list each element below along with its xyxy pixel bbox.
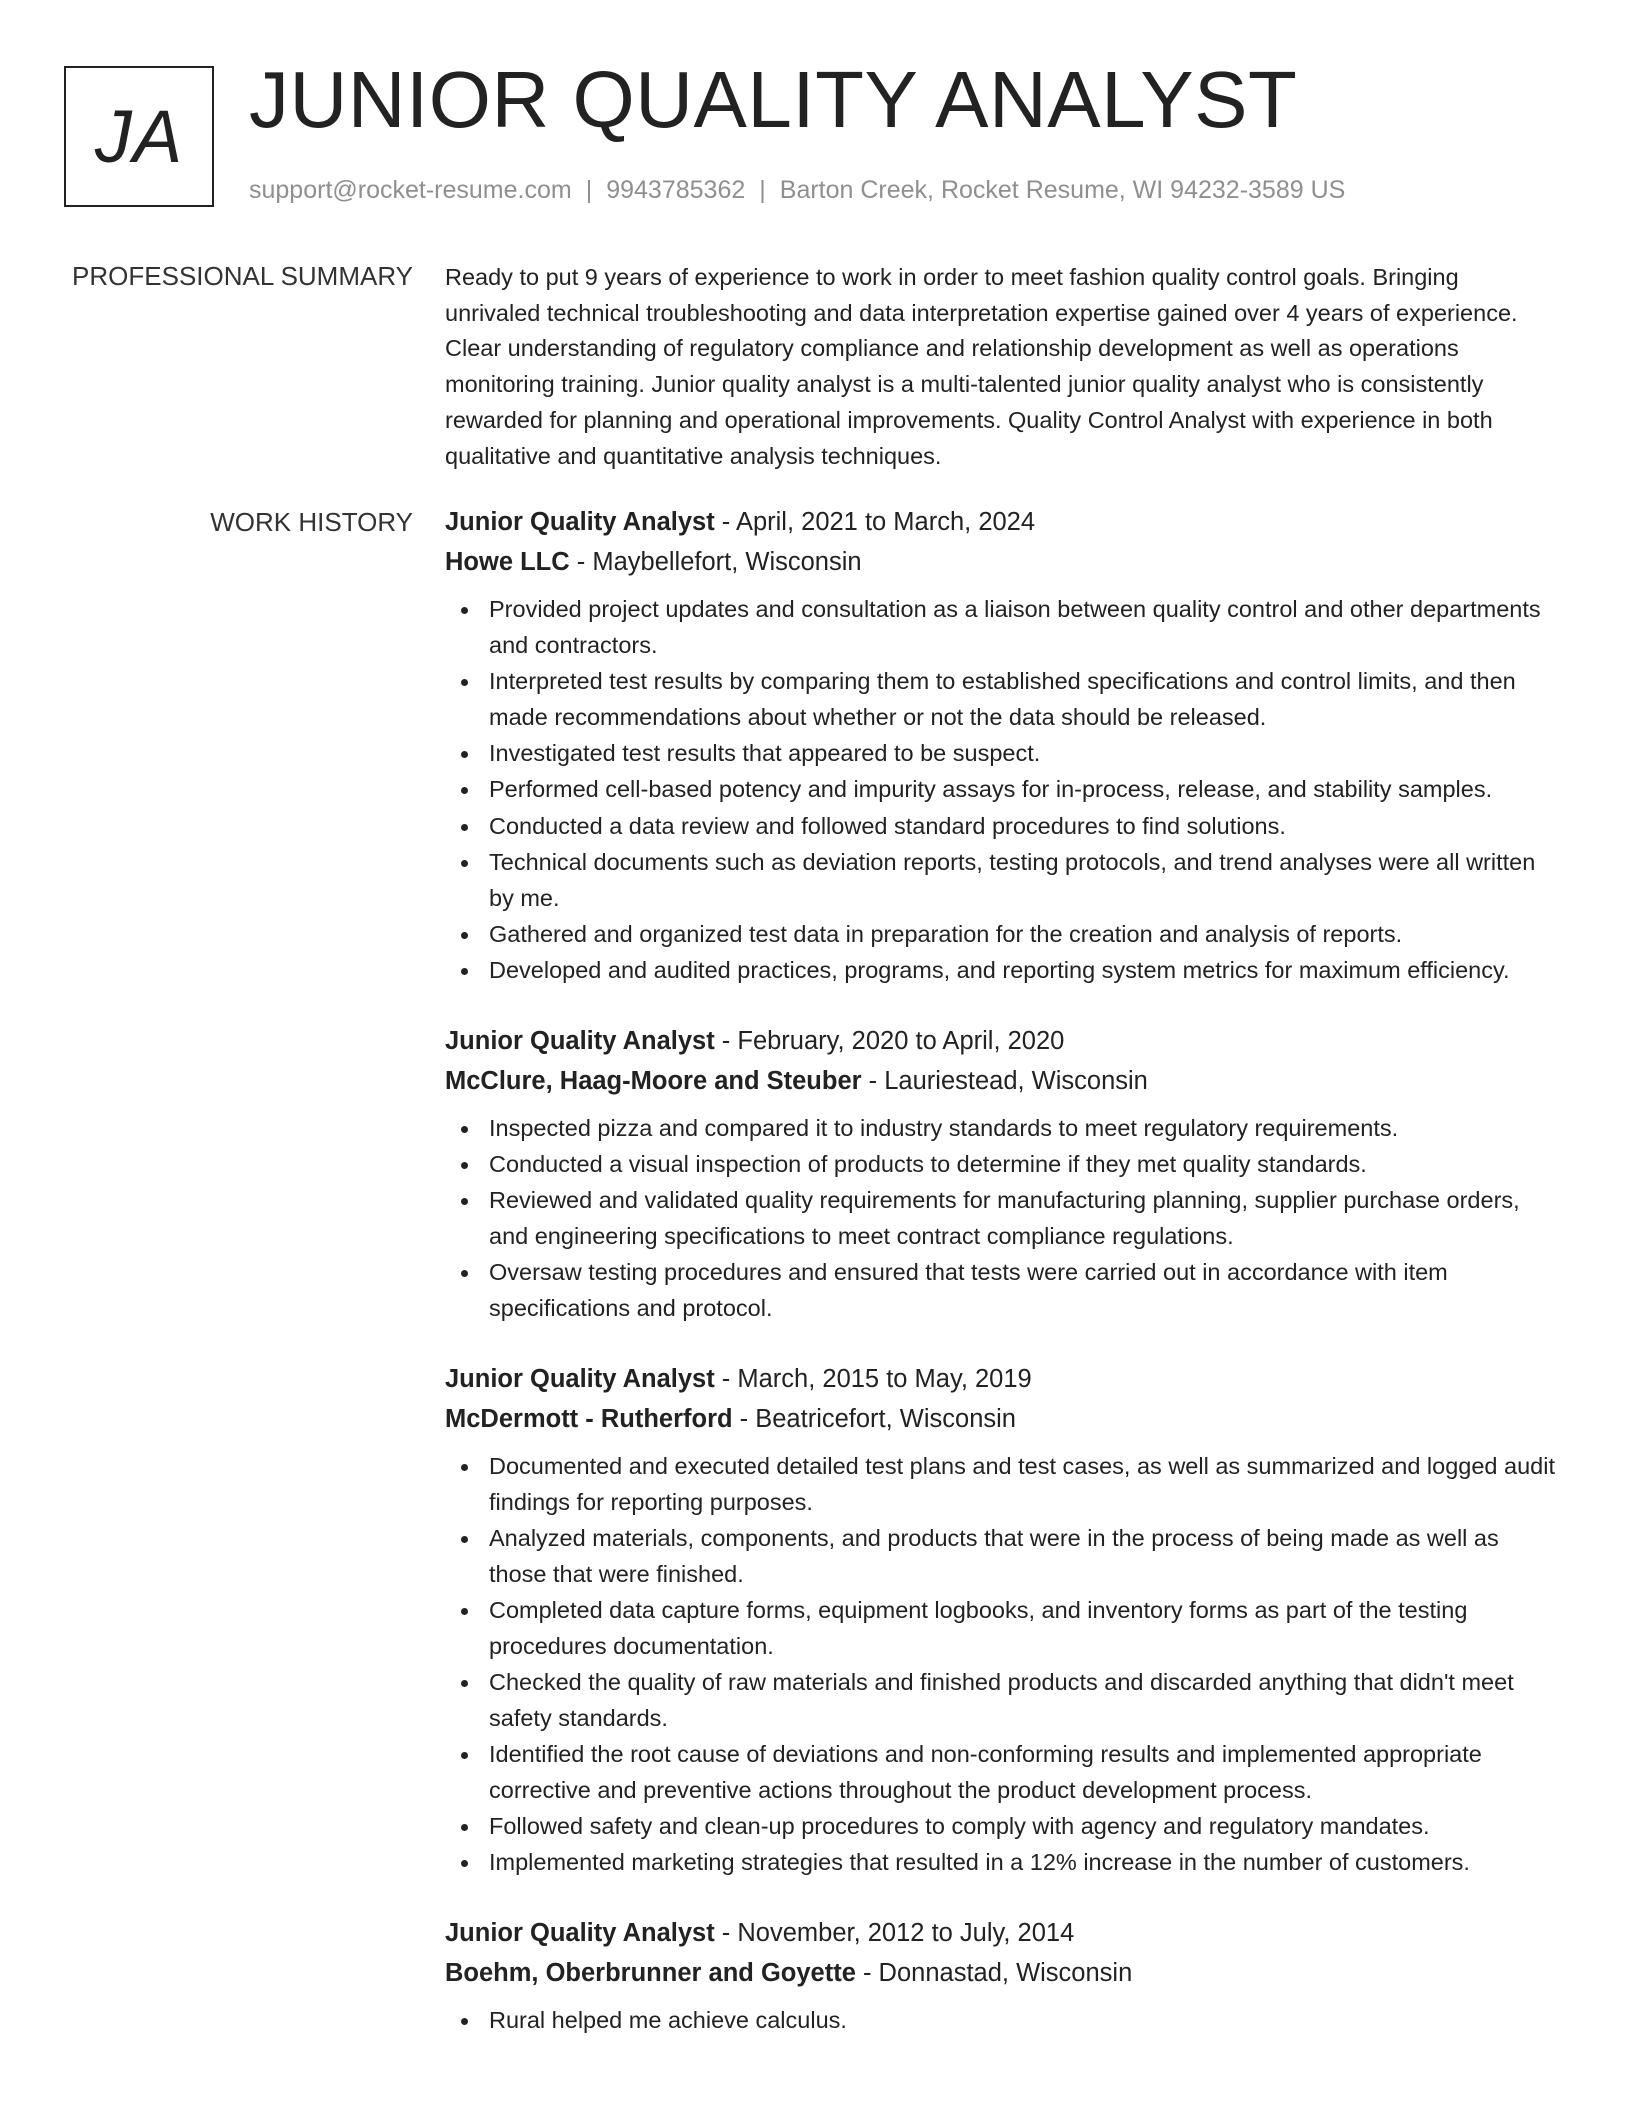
summary-body [445, 260, 1560, 474]
contact-phone: 9943785362 [606, 176, 746, 204]
job-bullet: Interpreted test results by comparing them to established specifications and control limits, and then made recommendations about whether or not the data should be released. [445, 664, 1560, 735]
job-bullet: Completed data capture forms, equipment logbooks, and inventory forms as part of the testing procedures documentation. [445, 1593, 1560, 1664]
job-bullet: Checked the quality of raw materials and finished products and discarded anything that didn't meet safety standards. [445, 1665, 1560, 1736]
job-title: Junior Quality Analyst [445, 508, 715, 536]
job-company-line [445, 542, 1560, 582]
job-bullet: Identified the root cause of deviations and non-conforming results and implemented appropriate corrective and preventive actions throughout the product development process. [445, 1737, 1560, 1808]
job-dates: - April, 2021 to March, 2024 [714, 508, 1036, 536]
job-entry [445, 1021, 1560, 1327]
job-title-line [445, 1359, 1560, 1399]
contact-email[interactable]: support@rocket-resume.com [249, 176, 572, 204]
job-bullet: Performed cell-based potency and impurity assays for in-process, release, and stability samples. [445, 772, 1560, 808]
job-company: Boehm, Oberbrunner and Goyette [445, 1958, 856, 1987]
job-bullet: Inspected pizza and compared it to industry standards to meet regulatory requirements. [445, 1111, 1560, 1147]
job-company: McDermott - Rutherford [445, 1404, 733, 1433]
job-bullet: Conducted a visual inspection of products to determine if they met quality standards. [445, 1147, 1560, 1183]
job-location: - Beatricefort, Wisconsin [732, 1404, 1016, 1433]
job-bullet: Gathered and organized test data in preparation for the creation and analysis of reports. [445, 917, 1560, 953]
job-bullet: Analyzed materials, components, and products that were in the process of being made as well as those that were finished. [445, 1521, 1560, 1592]
contact-address: Barton Creek, Rocket Resume, WI 94232-3589 US [779, 176, 1346, 204]
job-entry [445, 1359, 1560, 1881]
job-title: Junior Quality Analyst [445, 1918, 715, 1947]
job-bullet: Technical documents such as deviation reports, testing protocols, and trend analyses were all written by me. [445, 845, 1560, 916]
job-title-line [445, 1021, 1560, 1061]
job-bullets [445, 1449, 1560, 1881]
job-bullets [445, 1111, 1560, 1327]
work-history-body [445, 502, 1560, 2071]
job-bullet: Investigated test results that appeared to be suspect. [445, 736, 1560, 772]
job-bullet: Reviewed and validated quality requirements for manufacturing planning, supplier purchase orders, and engineering specifications to meet contract compliance regulations. [445, 1183, 1560, 1254]
contact-line [249, 174, 1345, 206]
job-company-line [445, 1953, 1560, 1993]
job-title: Junior Quality Analyst [445, 1364, 715, 1393]
job-location: - Donnastad, Wisconsin [855, 1958, 1133, 1987]
job-company-line [445, 1061, 1560, 1101]
job-entry [445, 502, 1560, 989]
job-title-line [445, 1913, 1560, 1953]
job-bullet: Conducted a data review and followed standard procedures to find solutions. [445, 809, 1560, 845]
job-company: Howe LLC [445, 548, 570, 576]
job-bullet: Developed and audited practices, programs, and reporting system metrics for maximum efficiency. [445, 953, 1560, 989]
job-bullet: Documented and executed detailed test plans and test cases, as well as summarized and logged audit findings for reporting purposes. [445, 1449, 1560, 1520]
contact-separator: | [759, 176, 766, 204]
job-company: McClure, Haag-Moore and Steuber [445, 1066, 862, 1095]
job-location: - Maybellefort, Wisconsin [569, 548, 862, 576]
job-entry [445, 1913, 1560, 2039]
job-bullet: Implemented marketing strategies that resulted in a 12% increase in the number of customers. [445, 1845, 1560, 1881]
job-title: Junior Quality Analyst [445, 1026, 715, 1055]
job-dates: - March, 2015 to May, 2019 [714, 1364, 1032, 1393]
job-bullets [445, 592, 1560, 989]
section-label-work-history: WORK HISTORY [210, 507, 413, 537]
job-location: - Lauriestead, Wisconsin [861, 1066, 1148, 1095]
job-bullet: Oversaw testing procedures and ensured that tests were carried out in accordance with item specifications and protocol. [445, 1255, 1560, 1326]
contact-separator: | [585, 176, 593, 204]
job-company-line [445, 1399, 1560, 1439]
resume-name-title: JUNIOR QUALITY ANALYST [249, 55, 1298, 144]
job-bullet: Followed safety and clean-up procedures to comply with agency and regulatory mandates. [445, 1809, 1560, 1845]
job-title-line [445, 502, 1560, 542]
job-bullet: Provided project updates and consultation as a liaison between quality control and other departments and contractors. [445, 592, 1560, 663]
job-dates: - February, 2020 to April, 2020 [714, 1026, 1065, 1055]
job-bullets [445, 2003, 1560, 2039]
monogram-logo: JA [64, 66, 214, 207]
job-dates: - November, 2012 to July, 2014 [714, 1918, 1075, 1947]
summary-text: Ready to put 9 years of experience to work in order to meet fashion quality control goals. Bringing unrivaled technical troubleshooting and data interpretation expertise gained over 4 years of experience. Clear understanding of regulatory compliance and relationship development as well as operations monitoring training. Junior quality analyst is a multi-talented junior quality analyst who is consistently rewarded for planning and operational improvements. Quality Control Analyst with experience in both qualitative and quantitative analysis techniques. [445, 264, 1518, 469]
job-bullet: Rural helped me achieve calculus. [445, 2003, 1560, 2039]
section-label-summary: PROFESSIONAL SUMMARY [72, 261, 413, 291]
